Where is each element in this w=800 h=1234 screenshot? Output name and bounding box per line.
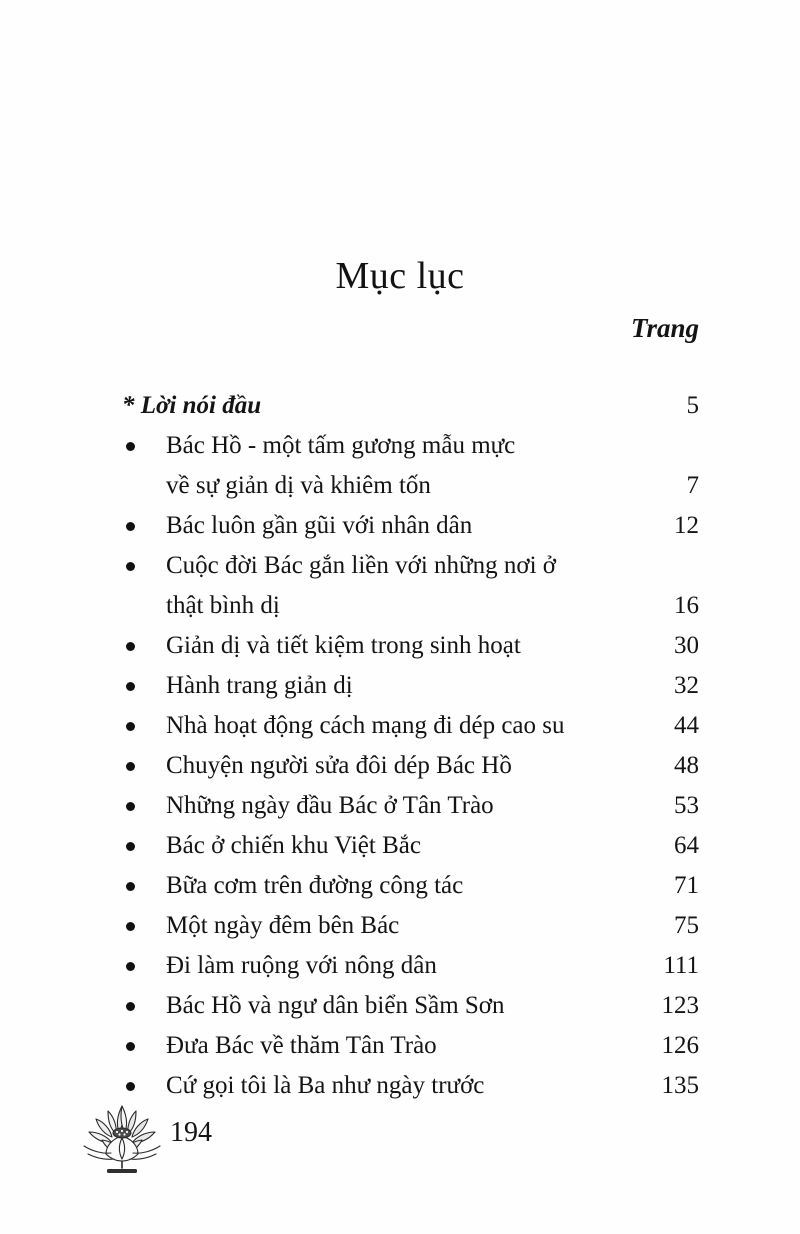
page-number: 194 <box>170 1117 212 1148</box>
bullet-icon <box>104 786 156 826</box>
toc-entry-page-number: 30 <box>674 632 699 659</box>
bullet-icon <box>104 866 156 906</box>
bullet-icon <box>104 946 156 986</box>
toc-entry-page-number: 64 <box>674 832 699 859</box>
toc-entry-page-number: 71 <box>674 872 699 899</box>
toc-entry-label[interactable] <box>166 426 606 506</box>
toc-entry[interactable] <box>0 786 800 826</box>
toc-entry-label[interactable] <box>166 866 606 906</box>
toc-entry[interactable] <box>0 826 800 866</box>
bullet-icon <box>104 546 156 586</box>
bullet-dot <box>126 1002 135 1011</box>
toc-entry-label-line: thật bình dị <box>166 592 280 619</box>
page-column-header: Trang <box>630 313 699 343</box>
toc-entry-label-line: Đi làm ruộng với nông dân <box>166 952 437 979</box>
bullet-icon <box>104 746 156 786</box>
bullet-dot <box>126 882 135 891</box>
toc-entry[interactable] <box>0 866 800 906</box>
bullet-icon <box>104 626 156 666</box>
toc-entry-page-number: 111 <box>663 952 699 979</box>
toc-entry-label[interactable] <box>166 706 606 746</box>
bullet-icon <box>104 826 156 866</box>
bullet-icon <box>104 426 156 466</box>
toc-entry-label-line: Bác ở chiến khu Việt Bắc <box>166 832 421 859</box>
toc-entry-page-number: 32 <box>674 672 699 699</box>
toc-entry-label-line: Bữa cơm trên đường công tác <box>166 872 464 899</box>
bullet-dot <box>126 442 135 451</box>
toc-entry-label[interactable] <box>166 826 606 866</box>
toc-entry[interactable] <box>0 706 800 746</box>
bullet-dot <box>126 642 135 651</box>
toc-entry[interactable] <box>0 506 800 546</box>
page-title: Mục lục <box>335 255 465 297</box>
toc-entry-label-line: Cứ gọi tôi là Ba như ngày trước <box>166 1072 485 1099</box>
toc-entry-label-line: Hành trang giản dị <box>166 672 353 699</box>
bullet-icon <box>104 1026 156 1066</box>
toc-entry-label[interactable] <box>166 1026 606 1066</box>
toc-entry[interactable] <box>0 906 800 946</box>
toc-entry-page-number: 7 <box>686 472 699 499</box>
toc-entry-label-line: Một ngày đêm bên Bác <box>166 912 400 939</box>
toc-entry-label[interactable] <box>166 546 606 626</box>
toc-entry-label-line: Lời nói đầu <box>140 392 262 419</box>
toc-entry[interactable] <box>0 746 800 786</box>
toc-entry-label[interactable] <box>166 946 606 986</box>
toc-entry-label-line: Bác luôn gần gũi với nhân dân <box>166 512 473 539</box>
bullet-dot <box>126 922 135 931</box>
toc-entry-label[interactable] <box>122 386 562 426</box>
toc-entry-label[interactable] <box>166 986 606 1026</box>
toc-entry-label[interactable] <box>166 786 606 826</box>
bullet-icon <box>104 906 156 946</box>
toc-entry[interactable] <box>0 1026 800 1066</box>
toc-entry[interactable] <box>0 386 800 426</box>
toc-entry-label-line: Đưa Bác về thăm Tân Trào <box>166 1032 437 1059</box>
toc-entry[interactable] <box>0 626 800 666</box>
toc-entry-page-number: 48 <box>674 752 699 779</box>
toc-entry-label[interactable] <box>166 906 606 946</box>
toc-entry-label-line: Bác Hồ - một tấm gương mẫu mực <box>166 432 516 459</box>
bullet-dot <box>126 1042 135 1051</box>
toc-entry-page-number: 123 <box>661 992 699 1019</box>
toc-entry-label[interactable] <box>166 506 606 546</box>
bullet-icon <box>104 666 156 706</box>
toc-entry-page-number: 44 <box>674 712 699 739</box>
toc-entry-label-line: Cuộc đời Bác gắn liền với những nơi ở <box>166 552 556 579</box>
bullet-dot <box>126 962 135 971</box>
toc-entry-page-number: 135 <box>661 1072 699 1099</box>
lotus-flower-ornament-icon <box>76 1096 168 1176</box>
bullet-dot <box>126 682 135 691</box>
asterisk-marker: * <box>122 392 135 419</box>
toc-entry[interactable] <box>0 986 800 1026</box>
bullet-dot <box>126 722 135 731</box>
bullet-icon <box>104 506 156 546</box>
toc-entry-page-number: 16 <box>674 592 699 619</box>
toc-entry-page-number: 75 <box>674 912 699 939</box>
bullet-dot <box>126 562 135 571</box>
toc-entry-label-line: về sự giản dị và khiêm tốn <box>166 472 431 499</box>
bullet-dot <box>126 802 135 811</box>
toc-entry[interactable] <box>0 666 800 706</box>
toc-entry-page-number: 126 <box>661 1032 699 1059</box>
bullet-dot <box>126 522 135 531</box>
bullet-dot <box>126 842 135 851</box>
toc-entry-page-number: 12 <box>674 512 699 539</box>
toc-entry-label[interactable] <box>166 626 606 666</box>
toc-entry-label-line: Nhà hoạt động cách mạng đi dép cao su <box>166 712 565 739</box>
toc-entry[interactable] <box>0 426 800 506</box>
page-footer <box>0 1096 800 1186</box>
bullet-dot <box>126 1082 135 1091</box>
toc-entry-page-number: 53 <box>674 792 699 819</box>
toc-entry[interactable] <box>0 946 800 986</box>
bullet-icon <box>104 706 156 746</box>
bullet-dot <box>126 762 135 771</box>
toc-entry-label-line: Giản dị và tiết kiệm trong sinh hoạt <box>166 632 521 659</box>
toc-entry-label[interactable] <box>166 666 606 706</box>
toc-entry-label-line: Bác Hồ và ngư dân biển Sầm Sơn <box>166 992 505 1019</box>
toc-entry[interactable] <box>0 546 800 626</box>
toc-entry-label[interactable] <box>166 746 606 786</box>
bullet-icon <box>104 986 156 1026</box>
toc-entry-label-line: Những ngày đầu Bác ở Tân Trào <box>166 792 494 819</box>
toc-entry-page-number: 5 <box>686 392 699 419</box>
table-of-contents-list <box>0 386 800 1106</box>
toc-entry-label-line: Chuyện người sửa đôi dép Bác Hồ <box>166 752 512 779</box>
